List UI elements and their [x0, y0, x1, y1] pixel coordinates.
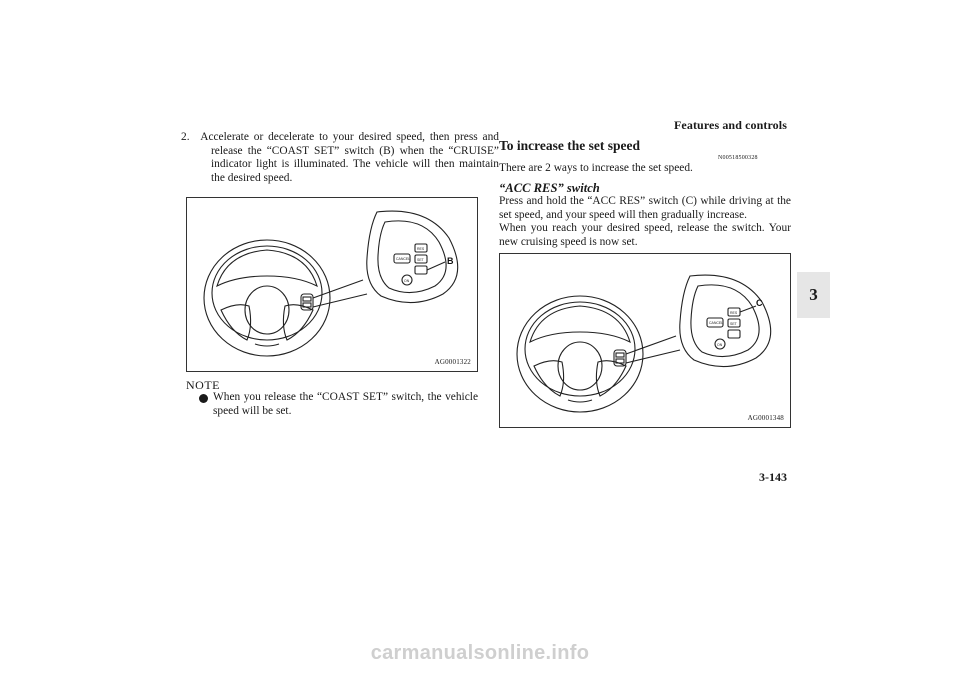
- figure-code: AG0001322: [434, 358, 471, 366]
- chapter-tab: [797, 272, 830, 318]
- svg-text:RES: RES: [417, 247, 425, 251]
- steering-wheel-illustration: [500, 254, 790, 427]
- figure-code: AG0001348: [747, 414, 784, 422]
- svg-text:ON: ON: [404, 279, 410, 283]
- section-title: To increase the set speed: [499, 138, 640, 153]
- bullet-icon: [199, 394, 208, 403]
- steering-wheel-illustration: [187, 198, 477, 371]
- svg-text:CANCEL: CANCEL: [396, 257, 411, 261]
- body-paragraph-2: When you reach your desired speed, release the switch. Your new cruising speed is now set.: [499, 222, 791, 248]
- svg-text:SET: SET: [417, 258, 424, 262]
- subsection-title: “ACC RES” switch: [499, 181, 600, 195]
- chapter-tab-number: 3: [809, 285, 818, 304]
- step-2-paragraph: 2. Accelerate or decelerate to your desired speed, then press and release the “COAST SET” switch (B) when the “CRUISE” indicator light is illuminated. The vehicle will then maintain the desired speed.: [181, 131, 499, 184]
- page-header-title: Features and controls: [674, 118, 787, 132]
- page-number: 3-143: [759, 470, 787, 484]
- watermark: carmanualsonline.info: [370, 642, 590, 664]
- figure-steering-wheel-acc-res: [499, 253, 791, 428]
- body-paragraph-1: Press and hold the “ACC RES” switch (C) while driving at the set speed, and your speed will then gradually increase.: [499, 195, 791, 221]
- intro-paragraph: There are 2 ways to increase the set speed.: [499, 162, 693, 174]
- note-item: [186, 391, 478, 418]
- svg-text:SET: SET: [730, 322, 737, 326]
- figure-steering-wheel-coast-set: [186, 197, 478, 372]
- step-text: Accelerate or decelerate to your desired speed, then press and release the “COAST SET” switch (B) when the “CRUISE” indicator light is illuminated. The vehicle will then maintain the desired speed.: [200, 131, 499, 184]
- svg-text:RES: RES: [730, 311, 738, 315]
- note-heading: NOTE: [186, 378, 220, 392]
- callout-b-label: B: [447, 256, 454, 266]
- svg-text:CANCEL: CANCEL: [709, 321, 724, 325]
- svg-text:ON: ON: [717, 343, 723, 347]
- section-code: N00518500328: [718, 155, 758, 161]
- note-text: When you release the “COAST SET” switch, the vehicle speed will be set.: [213, 391, 478, 417]
- callout-c-label: C: [756, 298, 763, 308]
